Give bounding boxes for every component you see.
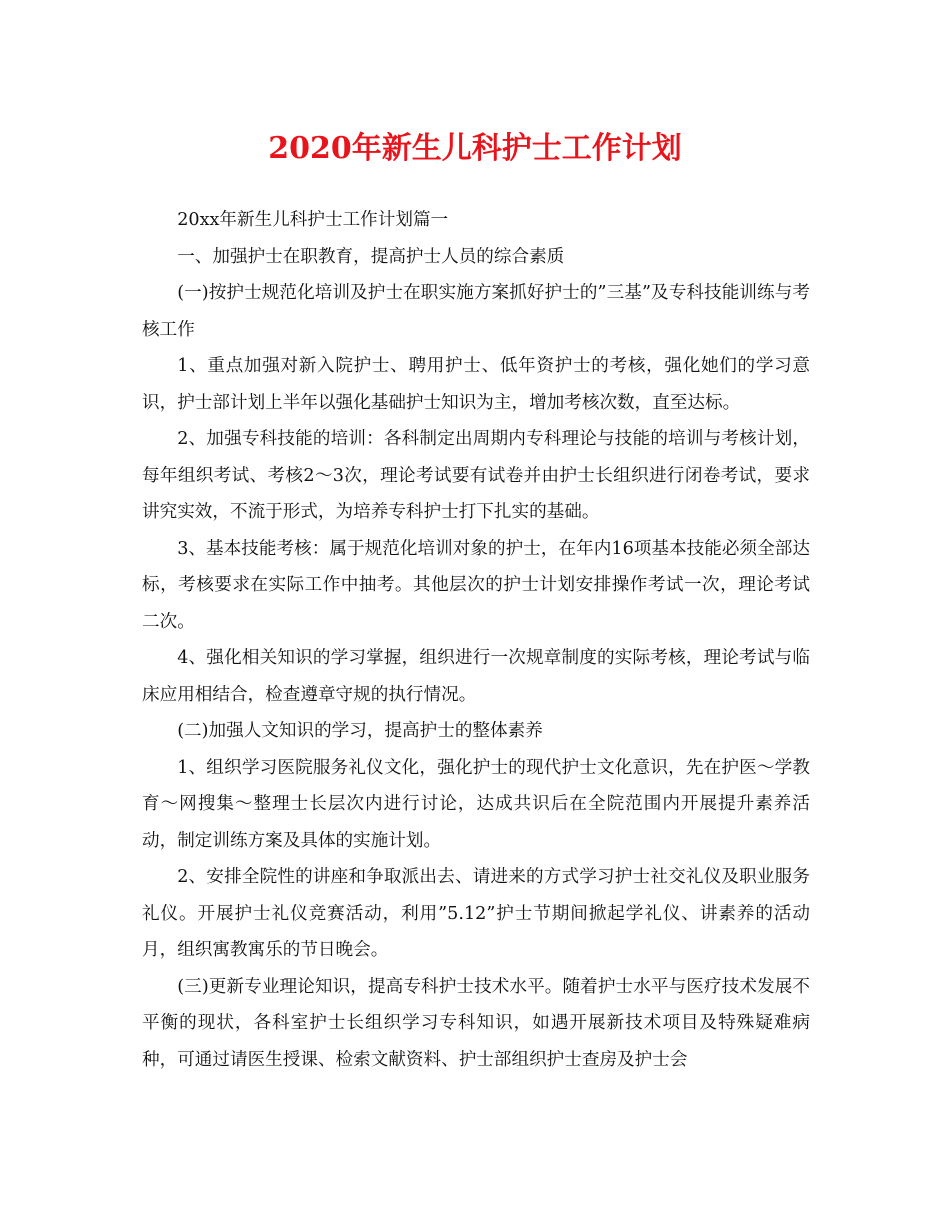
- paragraph-8: (二)加强人文知识的学习，提高护士的整体素养: [177, 721, 543, 741]
- paragraph-7: 4、强化相关知识的学习掌握，组织进行一次规章制度的实际考核，理论考试与临床应用相结合，检查遵章守规的执行情况。: [142, 648, 810, 705]
- paragraph-2: 一、加强护士在职教育，提高护士人员的综合素质: [177, 246, 565, 267]
- document-body: [142, 202, 810, 1078]
- paragraph-4: 1、重点加强对新入院护士、聘用护士、低年资护士的考核，强化她们的学习意识，护士部计划上半年以强化基础护士知识为主，增加考核次数，直至达标。: [142, 356, 810, 413]
- paragraph-1: 20xx年新生儿科护士工作计划篇一: [177, 210, 449, 230]
- paragraph-9: 1、组织学习医院服务礼仪文化，强化护士的现代护士文化意识，先在护医～学教育～网搜集～整理士长层次内进行讨论，达成共识后在全院范围内开展提升素养活动，制定训练方案及具体的实施计划。: [142, 757, 810, 851]
- paragraph-3: (一)按护士规范化培训及护士在职实施方案抓好护士的”三基”及专科技能训练与考核工作: [142, 283, 810, 340]
- paragraph-10: 2、安排全院性的讲座和争取派出去、请进来的方式学习护士社交礼仪及职业服务礼仪。开展护士礼仪竞赛活动，利用”5.12”护士节期间掀起学礼仪、讲素养的活动月，组织寓教寓乐的节日晚会。: [142, 867, 810, 960]
- paragraph-5: 2、加强专科技能的培训：各科制定出周期内专科理论与技能的培训与考核计划，每年组织考试、考核2～3次，理论考试要有试卷并由护士长组织进行闭卷考试，要求讲究实效，不流于形式，为培养专科护士打下扎实的基础。: [142, 429, 810, 522]
- paragraph-11: (三)更新专业理论知识，提高专科护士技术水平。随着护士水平与医疗技术发展不平衡的现状，各科室护士长组织学习专科知识，如遇开展新技术项目及特殊疑难病种，可通过请医生授课、检索文献资料、护士部组织护士查房及护士会: [142, 976, 810, 1070]
- paragraph-6: 3、基本技能考核：属于规范化培训对象的护士，在年内16项基本技能必须全部达标，考核要求在实际工作中抽考。其他层次的护士计划安排操作考试一次，理论考试二次。: [142, 538, 810, 632]
- document-title: 2020年新生儿科护士工作计划: [268, 131, 682, 166]
